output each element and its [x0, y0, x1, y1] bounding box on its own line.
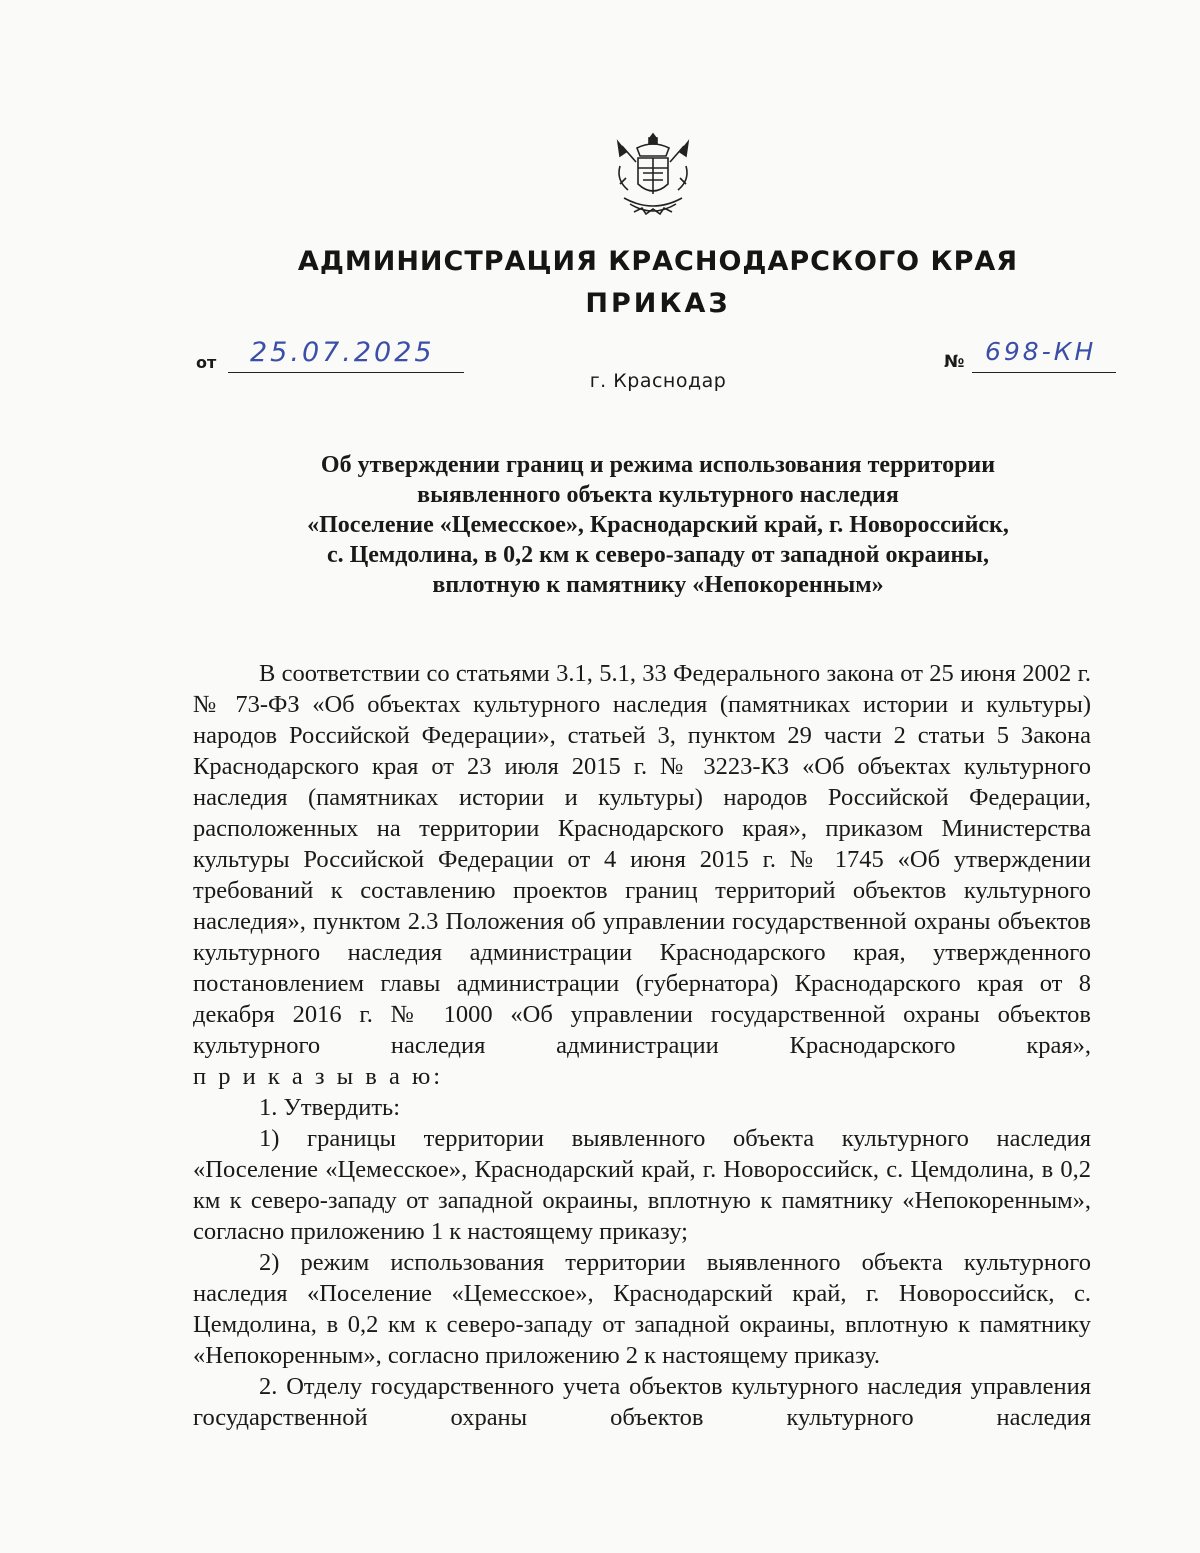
document-body [193, 658, 1091, 1433]
title-line: выявленного объекта культурного наследия [417, 482, 899, 508]
order-word: п р и к а з ы в а ю: [193, 1063, 444, 1090]
coat-of-arms-icon [612, 128, 694, 224]
organization-name: АДМИНИСТРАЦИЯ КРАСНОДАРСКОГО КРАЯ [297, 246, 1019, 277]
document-type: ПРИКАЗ [585, 288, 731, 319]
title-line: Об утверждении границ и режима использования территории [320, 452, 996, 478]
item-1: 1. Утвердить: [259, 1094, 401, 1121]
title-line: вплотную к памятнику «Непокоренным» [432, 572, 884, 598]
document-title [200, 450, 1116, 600]
date-label: от [196, 353, 217, 372]
item-1-2: 2) режим использования территории выявленного объекта культурного наследия «Поселение «Цемесское», Краснодарский край, г. Новороссийск, с. Цемдолина, в 0,2 км к северо-западу от западной окраины, вплотную к памятнику «Непокоренным», согласно приложению 2 к настоящему приказу. [193, 1249, 1091, 1369]
number-value: 698-КН [985, 337, 1097, 366]
date-value: 25.07.2025 [250, 337, 435, 368]
title-line: с. Цемдолина, в 0,2 км к северо-западу от западной окраины, [326, 542, 990, 568]
city: г. Краснодар [589, 370, 727, 392]
preamble-paragraph: В соответствии со статьями 3.1, 5.1, 33 Федерального закона от 25 июня 2002 г. № 73-ФЗ «Об объектах культурного наследия (памятниках истории и культуры) народов Российской Федерации», статьей 3, пунктом 29 части 2 статьи 5 Закона Краснодарского края от 23 июля 2015 г. № 3223-КЗ «Об объектах культурного наследия (памятниках истории и культуры) народов Российской Федерации, расположенных на территории Краснодарского края», приказом Министерства культуры Российской Федерации от 4 июня 2015 г. № 1745 «Об утверждении требований к составлению проектов границ территорий объектов культурного наследия», пунктом 2.3 Положения об управлении государственной охраны объектов культурного наследия администрации Краснодарского края, утвержденного постановлением главы администрации (губернатора) Краснодарского края от 8 декабря 2016 г. № 1000 «Об управлении государственной охраны объектов культурного наследия администрации Краснодарского края», [193, 660, 1091, 1059]
number-label: № [944, 352, 965, 372]
item-1-1: 1) границы территории выявленного объекта культурного наследия «Поселение «Цемесское», Краснодарский край, г. Новороссийск, с. Цемдолина, в 0,2 км к северо-западу от западной окраины, вплотную к памятнику «Непокоренным», согласно приложению 1 к настоящему приказу; [193, 1125, 1091, 1245]
item-2: 2. Отделу государственного учета объектов культурного наследия управления государственной охраны объектов культурного наследия [193, 1373, 1091, 1431]
title-line: «Поселение «Цемесское», Краснодарский край, г. Новороссийск, [307, 512, 1009, 538]
